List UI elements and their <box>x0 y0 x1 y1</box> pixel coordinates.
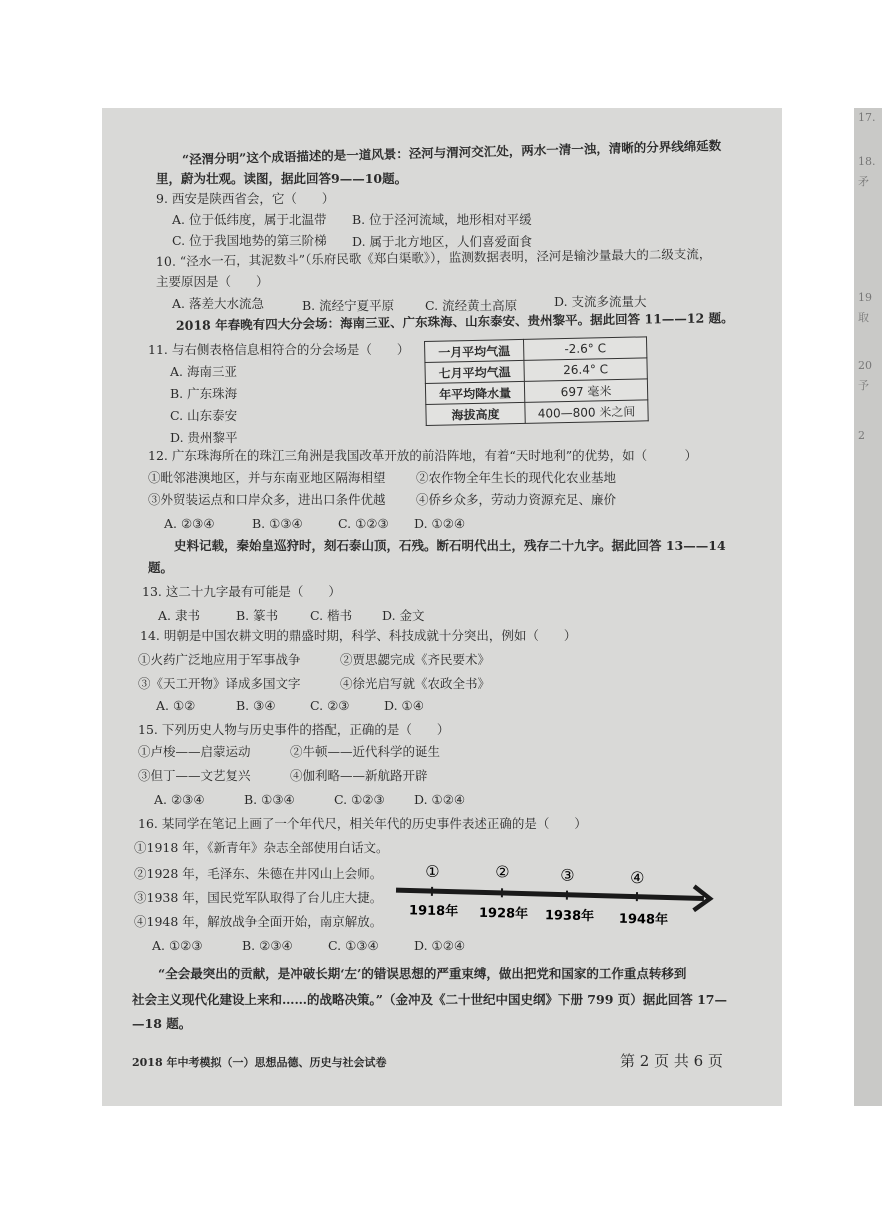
option-c: C. 山东泰安 <box>170 408 238 423</box>
statement-item: ③《天工开物》译成多国文字 <box>138 676 301 691</box>
option-d: D. ①②④ <box>414 938 466 953</box>
option-a: A. 落差大水流急 <box>172 296 264 311</box>
timeline-year: 1938年 <box>544 908 595 925</box>
option-b: B. 位于泾河流域，地形相对平缓 <box>352 212 532 227</box>
statement-item: ③但丁——文艺复兴 <box>138 768 251 783</box>
edge-text: 矛 <box>858 175 869 188</box>
statement-item: ④徐光启写就《农政全书》 <box>340 676 491 691</box>
option-b: B. 广东珠海 <box>170 386 238 401</box>
question-16-stem: 16. 某同学在笔记上画了一个年代尺，相关年代的历史事件表述正确的是（ ） <box>138 816 587 831</box>
option-d: D. ①④ <box>384 698 424 713</box>
option-a: A. ②③④ <box>164 516 215 531</box>
statement-item: ③1938 年，国民党军队取得了台儿庄大捷。 <box>134 890 383 905</box>
edge-text: 取 <box>858 311 869 324</box>
paper-footer-title: 2018 年中考模拟（一）思想品德、历史与社会试卷 <box>132 1056 387 1069</box>
option-a: A. ①② <box>156 698 196 713</box>
option-a: A. ①②③ <box>152 938 203 953</box>
option-d: D. 支流多流量大 <box>554 294 647 309</box>
passage-text: 里，蔚为壮观。读图，据此回答9——10题。 <box>156 171 408 186</box>
edge-text: 17. <box>858 111 876 124</box>
question-10-stem: 10. “泾水一石，其泥数斗”（乐府民歌《郑白渠歌》），监测数据表明，泾河是输沙量最大的二级支流， <box>155 246 712 269</box>
option-d: D. 贵州黎平 <box>170 430 238 445</box>
statement-item: ④侨乡众多，劳动力资源充足、廉价 <box>416 492 617 507</box>
passage-text: “全会最突出的贡献，是冲破长期‘左’的错误思想的严重束缚，做出把党和国家的工作重点转移到 <box>158 966 687 981</box>
statement-item: ②农作物全年生长的现代化农业基地 <box>416 470 617 485</box>
timeline-year: 1928年 <box>478 905 529 922</box>
passage-text: 社会主义现代化建设上来和……的战略决策。”（金冲及《二十世纪中国史纲》下册 799 页）据此回答 17— <box>132 992 727 1007</box>
question-11-stem: 11. 与右侧表格信息相符合的分会场是（ ） <box>148 342 410 357</box>
option-d: D. ①②④ <box>414 516 466 531</box>
option-c: C. 流经黄土高原 <box>425 298 518 313</box>
option-d: D. 属于北方地区，人们喜爱面食 <box>352 234 533 249</box>
option-c: C. ①③④ <box>328 938 379 953</box>
passage-text: 2018 年春晚有四大分会场：海南三亚、广东珠海、山东泰安、贵州黎平。据此回答 11——12 题。 <box>175 310 734 333</box>
timeline-mark: ① <box>425 861 440 881</box>
exam-page <box>102 108 752 1106</box>
question-9-stem: 9. 西安是陕西省会，它（ ） <box>156 191 335 206</box>
statement-item: ②贾思勰完成《齐民要术》 <box>340 652 491 667</box>
option-b: B. 流经宁夏平原 <box>302 298 395 313</box>
option-c: C. ①②③ <box>334 792 385 807</box>
option-b: B. ①③④ <box>252 516 303 531</box>
option-b: B. ①③④ <box>244 792 295 807</box>
timeline-mark: ④ <box>629 867 645 888</box>
table-key: 一月平均气温 <box>425 339 524 362</box>
option-c: C. 位于我国地势的第三阶梯 <box>172 233 327 248</box>
statement-item: ①火药广泛地应用于军事战争 <box>138 652 301 667</box>
statement-item: ③外贸装运点和口岸众多，进出口条件优越 <box>148 492 386 507</box>
statement-item: ①毗邻港澳地区，并与东南亚地区隔海相望 <box>148 470 386 485</box>
option-b: B. ②③④ <box>242 938 293 953</box>
question-14-stem: 14. 明朝是中国农耕文明的鼎盛时期，科学、科技成就十分突出，例如（ ） <box>140 628 577 643</box>
table-value: 697 毫米 <box>524 379 647 403</box>
table-row <box>426 400 648 426</box>
passage-text: —18 题。 <box>132 1016 192 1031</box>
option-b: B. ③④ <box>236 698 276 713</box>
timeline-mark: ② <box>495 862 510 882</box>
option-b: B. 篆书 <box>236 608 279 623</box>
option-a: A. 海南三亚 <box>170 364 237 379</box>
timeline-year: 1948年 <box>618 911 669 928</box>
option-a: A. 位于低纬度，属于北温带 <box>172 212 327 227</box>
passage-text: “泾渭分明”这个成语描述的是一道风景：泾河与渭河交汇处，两水一清一浊，清晰的分界线绵延数 <box>181 137 722 167</box>
passage-text: 史料记载，秦始皇巡狩时，刻石泰山顶，石残。断石明代出土，残存二十九字。据此回答 13——14 <box>174 538 726 553</box>
option-c: C. ①②③ <box>338 516 389 531</box>
table-value: 400—800 米之间 <box>525 400 648 424</box>
timeline-axis <box>396 890 704 898</box>
edge-text: 予 <box>858 379 869 392</box>
option-a: A. ②③④ <box>154 792 205 807</box>
option-c: C. 楷书 <box>310 608 353 623</box>
timeline-year: 1918年 <box>408 903 459 920</box>
table-value: 26.4° C <box>524 358 647 382</box>
statement-item: ②牛顿——近代科学的诞生 <box>290 744 441 759</box>
page-number: 第 2 页 共 6 页 <box>620 1052 723 1070</box>
table-value: -2.6° C <box>523 337 646 361</box>
climate-info-table <box>424 336 649 426</box>
statement-item: ④伽利略——新航路开辟 <box>290 768 428 783</box>
option-d: D. ①②④ <box>414 792 466 807</box>
statement-item: ④1948 年，解放战争全面开始，南京解放。 <box>134 914 383 929</box>
edge-text: 2 <box>858 429 865 442</box>
passage-text: 题。 <box>148 560 174 575</box>
table-key: 七月平均气温 <box>425 360 524 383</box>
statement-item: ①卢梭——启蒙运动 <box>138 744 251 759</box>
exam-paper-photo <box>102 108 876 1106</box>
timeline-mark: ③ <box>560 865 575 885</box>
year-timeline <box>392 856 722 926</box>
table-key: 海拔高度 <box>426 402 525 425</box>
edge-text: 18. <box>858 155 876 168</box>
adjacent-page-edge <box>854 108 882 1106</box>
statement-item: ②1928 年，毛泽东、朱德在井冈山上会师。 <box>134 866 383 881</box>
edge-text: 20 <box>858 359 872 372</box>
option-d: D. 金文 <box>382 608 425 623</box>
question-15-stem: 15. 下列历史人物与历史事件的搭配，正确的是（ ） <box>138 722 450 737</box>
edge-text: 19 <box>858 291 872 304</box>
question-13-stem: 13. 这二十九字最有可能是（ ） <box>142 584 341 599</box>
table-key: 年平均降水量 <box>425 381 524 404</box>
question-10-stem: 主要原因是（ ） <box>156 274 269 289</box>
statement-item: ①1918 年，《新青年》杂志全部使用白话文。 <box>134 840 389 855</box>
question-12-stem: 12. 广东珠海所在的珠江三角洲是我国改革开放的前沿阵地，有着“天时地利”的优势，如（ ） <box>148 448 698 463</box>
option-c: C. ②③ <box>310 698 350 713</box>
option-a: A. 隶书 <box>158 608 200 623</box>
